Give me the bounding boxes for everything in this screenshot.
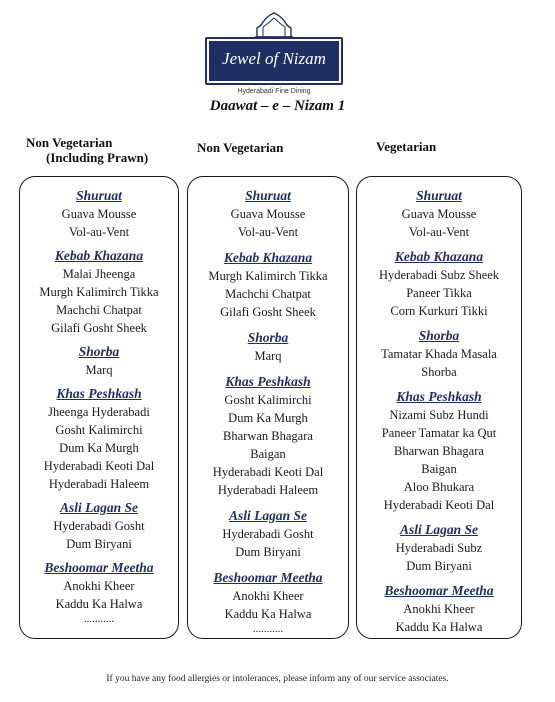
menu-item: Anokhi Kheer — [403, 602, 475, 616]
menu-section — [188, 372, 348, 499]
menu-item: Kaddu Ka Halwa — [55, 597, 143, 611]
section-title: Shuruat — [416, 188, 462, 203]
menu-item: Murgh Kalimirch Tikka — [39, 285, 159, 299]
menu-item: Hyderabadi Gosht — [222, 527, 314, 541]
menu-section — [188, 568, 348, 635]
menu-section — [20, 558, 178, 625]
menu-item: Hyderabadi Keoti Dal — [383, 498, 495, 512]
menu-item: Vol-au-Vent — [68, 225, 130, 239]
menu-item: Hyderabadi Haleem — [217, 483, 319, 497]
menu-item: Bharwan Bhagara — [223, 429, 313, 443]
menu-section — [20, 342, 178, 379]
menu-section — [20, 246, 178, 337]
menu-item: Shorba — [421, 365, 457, 379]
column-heading-veg: Vegetarian — [376, 139, 437, 154]
column-heading-line2: (Including Prawn) — [46, 150, 149, 165]
menu-item: Corn Kurkuri Tikki — [390, 304, 488, 318]
menu-item: Dum Biryani — [66, 537, 132, 551]
menu-item: Baigan — [421, 462, 457, 476]
menu-column-non-veg — [187, 176, 349, 639]
menu-item: Hyderabadi Haleem — [48, 477, 150, 491]
menu-item: Malai Jheenga — [62, 267, 136, 281]
menu-section — [20, 384, 178, 493]
menu-section — [357, 520, 521, 575]
trailing-dots: ........... — [252, 623, 284, 635]
menu-section — [188, 328, 348, 365]
menu-item: Paneer Tikka — [406, 286, 472, 300]
section-title: Shorba — [247, 330, 289, 345]
section-title: Shorba — [78, 344, 120, 359]
menu-item: Machchi Chatpat — [56, 303, 142, 317]
menu-item: Hyderabadi Keoti Dal — [43, 459, 155, 473]
column-heading-non-veg: Non Vegetarian — [197, 140, 284, 155]
menu-item: Machchi Chatpat — [225, 287, 311, 301]
menu-item: Marq — [85, 363, 113, 377]
menu-section — [357, 387, 521, 514]
menu-section — [188, 248, 348, 321]
section-title: Khas Peshkash — [396, 389, 482, 404]
section-title: Shorba — [418, 328, 460, 343]
menu-item: Dum Ka Murgh — [59, 441, 139, 455]
section-title: Shuruat — [245, 188, 291, 203]
menu-column-non-veg-prawn — [19, 176, 179, 639]
trailing-dots: ........... — [83, 613, 115, 625]
section-title: Khas Peshkash — [56, 386, 142, 401]
brand-plate — [205, 37, 343, 85]
menu-item: Marq — [254, 349, 282, 363]
column-heading-line1: Non Vegetarian — [26, 135, 113, 150]
section-title: Asli Lagan Se — [399, 522, 478, 537]
menu-item: Vol-au-Vent — [408, 225, 470, 239]
crown-icon — [253, 12, 295, 38]
brand-logo — [203, 12, 345, 102]
menu-item: Hyderabadi Subz — [395, 541, 483, 555]
menu-item: Gilafi Gosht Sheek — [51, 321, 147, 335]
column-heading-non-veg-prawn — [26, 135, 148, 165]
menu-item: Aloo Bhukara — [403, 480, 475, 494]
menu-item: Dum Biryani — [406, 559, 472, 573]
menu-item: Vol-au-Vent — [237, 225, 299, 239]
section-title: Asli Lagan Se — [59, 500, 138, 515]
menu-section — [357, 186, 521, 241]
menu-item: Tamatar Khada Masala — [381, 347, 497, 361]
menu-section — [357, 247, 521, 320]
menu-item: Anokhi Kheer — [232, 589, 304, 603]
section-title: Shuruat — [76, 188, 122, 203]
section-title: Beshoomar Meetha — [384, 583, 494, 598]
section-title: Asli Lagan Se — [228, 508, 307, 523]
allergy-notice: If you have any food allergies or intolerances, please inform any of our service associates. — [106, 674, 449, 684]
section-title: Beshoomar Meetha — [44, 560, 154, 575]
menu-item: Gilafi Gosht Sheek — [220, 305, 316, 319]
section-title: Khas Peshkash — [225, 374, 311, 389]
menu-item: Nizami Subz Hundi — [389, 408, 489, 422]
menu-section — [357, 326, 521, 381]
menu-item: Paneer Tamatar ka Qut — [381, 426, 497, 440]
menu-item: Anokhi Kheer — [63, 579, 135, 593]
menu-item: Gosht Kalimirchi — [55, 423, 143, 437]
menu-item: Dum Biryani — [235, 545, 301, 559]
menu-title: Daawat – e – Nizam 1 — [209, 98, 346, 114]
menu-section — [20, 498, 178, 553]
menu-section — [20, 186, 178, 241]
section-title: Kebab Khazana — [394, 249, 484, 264]
brand-tagline: Hyderabadi Fine Dining — [237, 88, 311, 95]
menu-section — [357, 581, 521, 636]
menu-column-veg — [356, 176, 522, 639]
menu-item: Guava Mousse — [401, 207, 477, 221]
menu-item: Baigan — [250, 447, 286, 461]
section-title: Beshoomar Meetha — [213, 570, 323, 585]
menu-item: Kaddu Ka Halwa — [395, 620, 483, 634]
menu-item: Dum Ka Murgh — [228, 411, 308, 425]
menu-section — [188, 506, 348, 561]
menu-item: Gosht Kalimirchi — [224, 393, 312, 407]
menu-item: Guava Mousse — [61, 207, 137, 221]
menu-item: Kaddu Ka Halwa — [224, 607, 312, 621]
menu-item: Guava Mousse — [230, 207, 306, 221]
menu-item: Murgh Kalimirch Tikka — [208, 269, 328, 283]
menu-item: Jheenga Hyderabadi — [48, 405, 150, 419]
menu-item: Bharwan Bhagara — [394, 444, 484, 458]
brand-name: Jewel of Nizam — [222, 49, 326, 68]
menu-item: Hyderabadi Subz Sheek — [378, 268, 500, 282]
menu-item: Hyderabadi Gosht — [53, 519, 145, 533]
section-title: Kebab Khazana — [223, 250, 313, 265]
menu-item: Hyderabadi Keoti Dal — [212, 465, 324, 479]
section-title: Kebab Khazana — [54, 248, 144, 263]
menu-section — [188, 186, 348, 241]
